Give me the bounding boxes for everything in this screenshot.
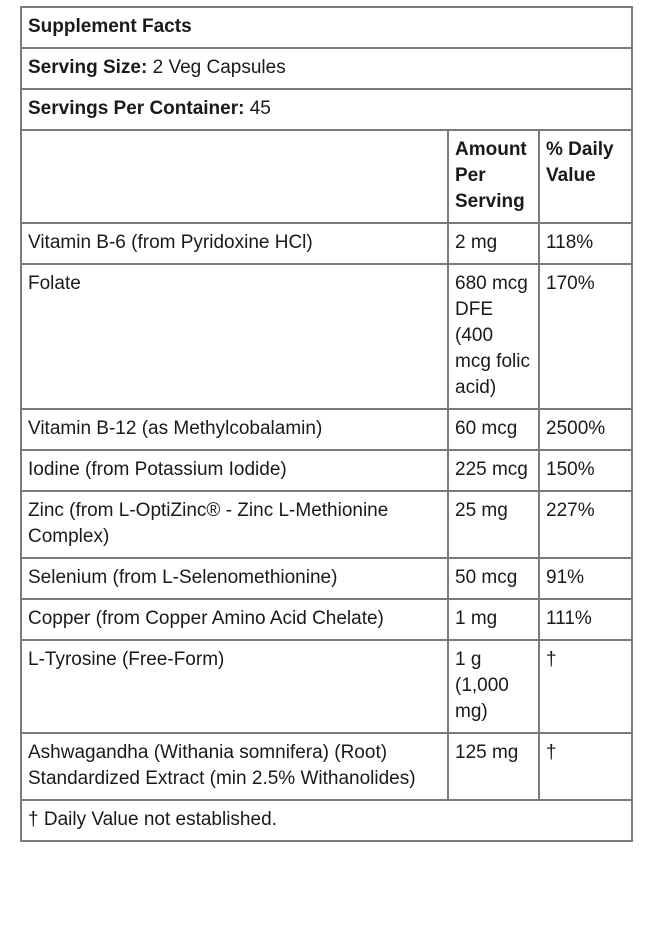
nutrient-amount: 60 mcg [448, 409, 539, 450]
nutrient-daily-value: 118% [539, 223, 632, 264]
servings-per-container-value: 45 [249, 98, 271, 119]
supplement-facts-panel [20, 6, 631, 842]
nutrient-name: L-Tyrosine (Free-Form) [21, 640, 448, 733]
column-header-row [21, 130, 632, 223]
nutrient-amount: 50 mcg [448, 558, 539, 599]
nutrient-row [21, 264, 632, 409]
nutrient-row [21, 223, 632, 264]
nutrient-row [21, 599, 632, 640]
nutrient-daily-value: 111% [539, 599, 632, 640]
servings-per-container-label: Servings Per Container: [28, 98, 245, 119]
panel-title: Supplement Facts [21, 7, 632, 48]
nutrient-row [21, 409, 632, 450]
nutrient-amount: 225 mcg [448, 450, 539, 491]
column-header-amount: Amount Per Serving [448, 130, 539, 223]
nutrient-name: Zinc (from L-OptiZinc® - Zinc L-Methionine Complex) [21, 491, 448, 558]
nutrient-daily-value: 2500% [539, 409, 632, 450]
nutrient-name: Iodine (from Potassium Iodide) [21, 450, 448, 491]
servings-per-container-row [21, 89, 632, 130]
footnote-row [21, 800, 632, 841]
column-header-daily-value: % Daily Value [539, 130, 632, 223]
serving-size [21, 48, 632, 89]
supplement-facts-table [20, 6, 633, 842]
serving-size-row [21, 48, 632, 89]
nutrient-amount: 1 g (1,000 mg) [448, 640, 539, 733]
serving-size-value: 2 Veg Capsules [152, 57, 286, 78]
nutrient-daily-value: 170% [539, 264, 632, 409]
nutrient-amount: 125 mg [448, 733, 539, 800]
nutrient-amount: 25 mg [448, 491, 539, 558]
servings-per-container [21, 89, 632, 130]
nutrient-amount: 680 mcg DFE (400 mcg folic acid) [448, 264, 539, 409]
nutrient-daily-value: † [539, 733, 632, 800]
nutrient-row [21, 491, 632, 558]
nutrient-amount: 2 mg [448, 223, 539, 264]
nutrient-name: Folate [21, 264, 448, 409]
title-row [21, 7, 632, 48]
nutrient-row [21, 733, 632, 800]
nutrient-name: Ashwagandha (Withania somnifera) (Root) Standardized Extract (min 2.5% Withanolides) [21, 733, 448, 800]
nutrient-row [21, 640, 632, 733]
nutrient-daily-value: 227% [539, 491, 632, 558]
nutrient-row [21, 450, 632, 491]
nutrient-name: Vitamin B-6 (from Pyridoxine HCl) [21, 223, 448, 264]
serving-size-label: Serving Size: [28, 57, 148, 78]
nutrient-row [21, 558, 632, 599]
footnote: † Daily Value not established. [21, 800, 632, 841]
nutrient-daily-value: † [539, 640, 632, 733]
nutrient-amount: 1 mg [448, 599, 539, 640]
nutrient-name: Copper (from Copper Amino Acid Chelate) [21, 599, 448, 640]
nutrient-name: Selenium (from L-Selenomethionine) [21, 558, 448, 599]
nutrient-name: Vitamin B-12 (as Methylcobalamin) [21, 409, 448, 450]
column-header-name [21, 130, 448, 223]
nutrient-daily-value: 91% [539, 558, 632, 599]
nutrient-daily-value: 150% [539, 450, 632, 491]
